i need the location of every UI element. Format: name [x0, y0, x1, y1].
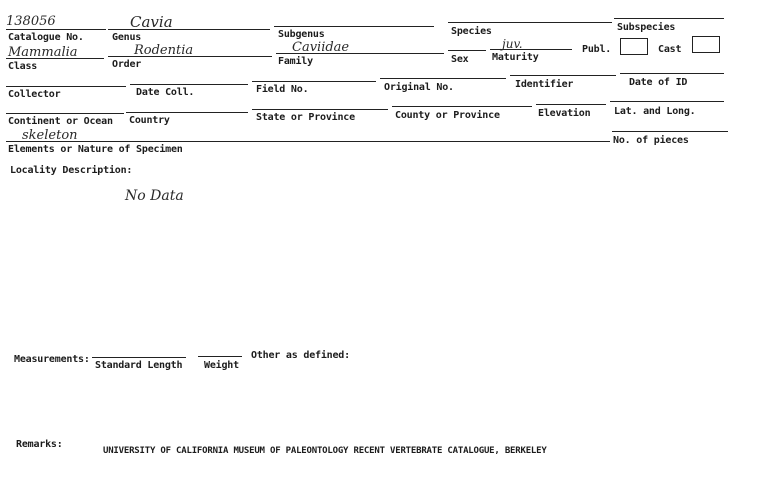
county-line — [392, 106, 532, 107]
footer-title: UNIVERSITY OF CALIFORNIA MUSEUM OF PALEONTOLOGY RECENT VERTEBRATE CATALOGUE, BERKELEY — [103, 446, 547, 456]
species-label: Species — [451, 26, 492, 37]
measurements-label: Measurements: — [14, 354, 90, 365]
pieces-line — [612, 131, 728, 132]
county-label: County or Province — [395, 110, 500, 121]
standard-length-label: Standard Length — [95, 360, 183, 371]
order-label: Order — [112, 59, 142, 70]
catalogue-no-line — [6, 29, 106, 30]
class-label: Class — [8, 61, 38, 72]
catalogue-number-value: 138056 — [6, 14, 56, 29]
species-line — [448, 22, 612, 23]
collector-label: Collector — [8, 89, 61, 100]
genus-value: Cavia — [130, 13, 173, 31]
field-no-label: Field No. — [256, 84, 309, 95]
family-label: Family — [278, 56, 313, 67]
maturity-label: Maturity — [492, 52, 539, 63]
family-value: Caviidae — [292, 40, 350, 55]
order-line — [108, 56, 272, 57]
locality-description-label: Locality Description: — [10, 165, 133, 176]
elements-value: skeleton — [22, 128, 78, 143]
genus-label: Genus — [112, 32, 142, 43]
elevation-line — [536, 104, 606, 105]
maturity-value: juv. — [502, 37, 523, 51]
maturity-line — [490, 49, 572, 50]
other-as-defined-label: Other as defined: — [251, 350, 350, 361]
collector-line — [6, 86, 126, 87]
subgenus-line — [274, 26, 434, 27]
elevation-label: Elevation — [538, 108, 591, 119]
continent-label: Continent or Ocean — [8, 116, 113, 127]
date-coll-label: Date Coll. — [136, 87, 195, 98]
country-line — [126, 112, 248, 113]
genus-line — [108, 29, 270, 30]
lat-long-label: Lat. and Long. — [614, 106, 696, 117]
class-line — [6, 58, 104, 59]
identifier-label: Identifier — [515, 79, 574, 90]
catalogue-no-label: Catalogue No. — [8, 32, 84, 43]
class-value: Mammalia — [8, 45, 78, 60]
date-of-id-label: Date of ID — [629, 77, 688, 88]
country-label: Country — [129, 115, 170, 126]
sex-line — [448, 50, 486, 51]
identifier-line — [510, 75, 616, 76]
original-no-label: Original No. — [384, 82, 454, 93]
remarks-label: Remarks: — [16, 439, 63, 450]
weight-label: Weight — [204, 360, 239, 371]
locality-value: No Data — [125, 188, 184, 204]
lat-long-line — [610, 101, 724, 102]
cast-checkbox[interactable] — [692, 36, 720, 53]
subspecies-label: Subspecies — [617, 22, 676, 33]
standard-length-line — [92, 357, 186, 358]
original-no-line — [380, 78, 506, 79]
publ-checkbox[interactable] — [620, 38, 648, 55]
date-coll-line — [130, 84, 248, 85]
subgenus-label: Subgenus — [278, 29, 325, 40]
subspecies-line — [614, 18, 724, 19]
sex-label: Sex — [451, 54, 469, 65]
elements-label: Elements or Nature of Specimen — [8, 144, 183, 155]
state-label: State or Province — [256, 112, 355, 123]
pieces-label: No. of pieces — [613, 135, 689, 146]
weight-line — [198, 356, 242, 357]
publ-label: Publ. — [582, 44, 612, 55]
elements-line — [6, 141, 610, 142]
family-line — [276, 53, 444, 54]
state-line — [252, 109, 388, 110]
field-no-line — [252, 81, 376, 82]
cast-label: Cast — [658, 44, 682, 55]
order-value: Rodentia — [134, 43, 194, 58]
date-of-id-line — [620, 73, 724, 74]
continent-line — [6, 113, 124, 114]
